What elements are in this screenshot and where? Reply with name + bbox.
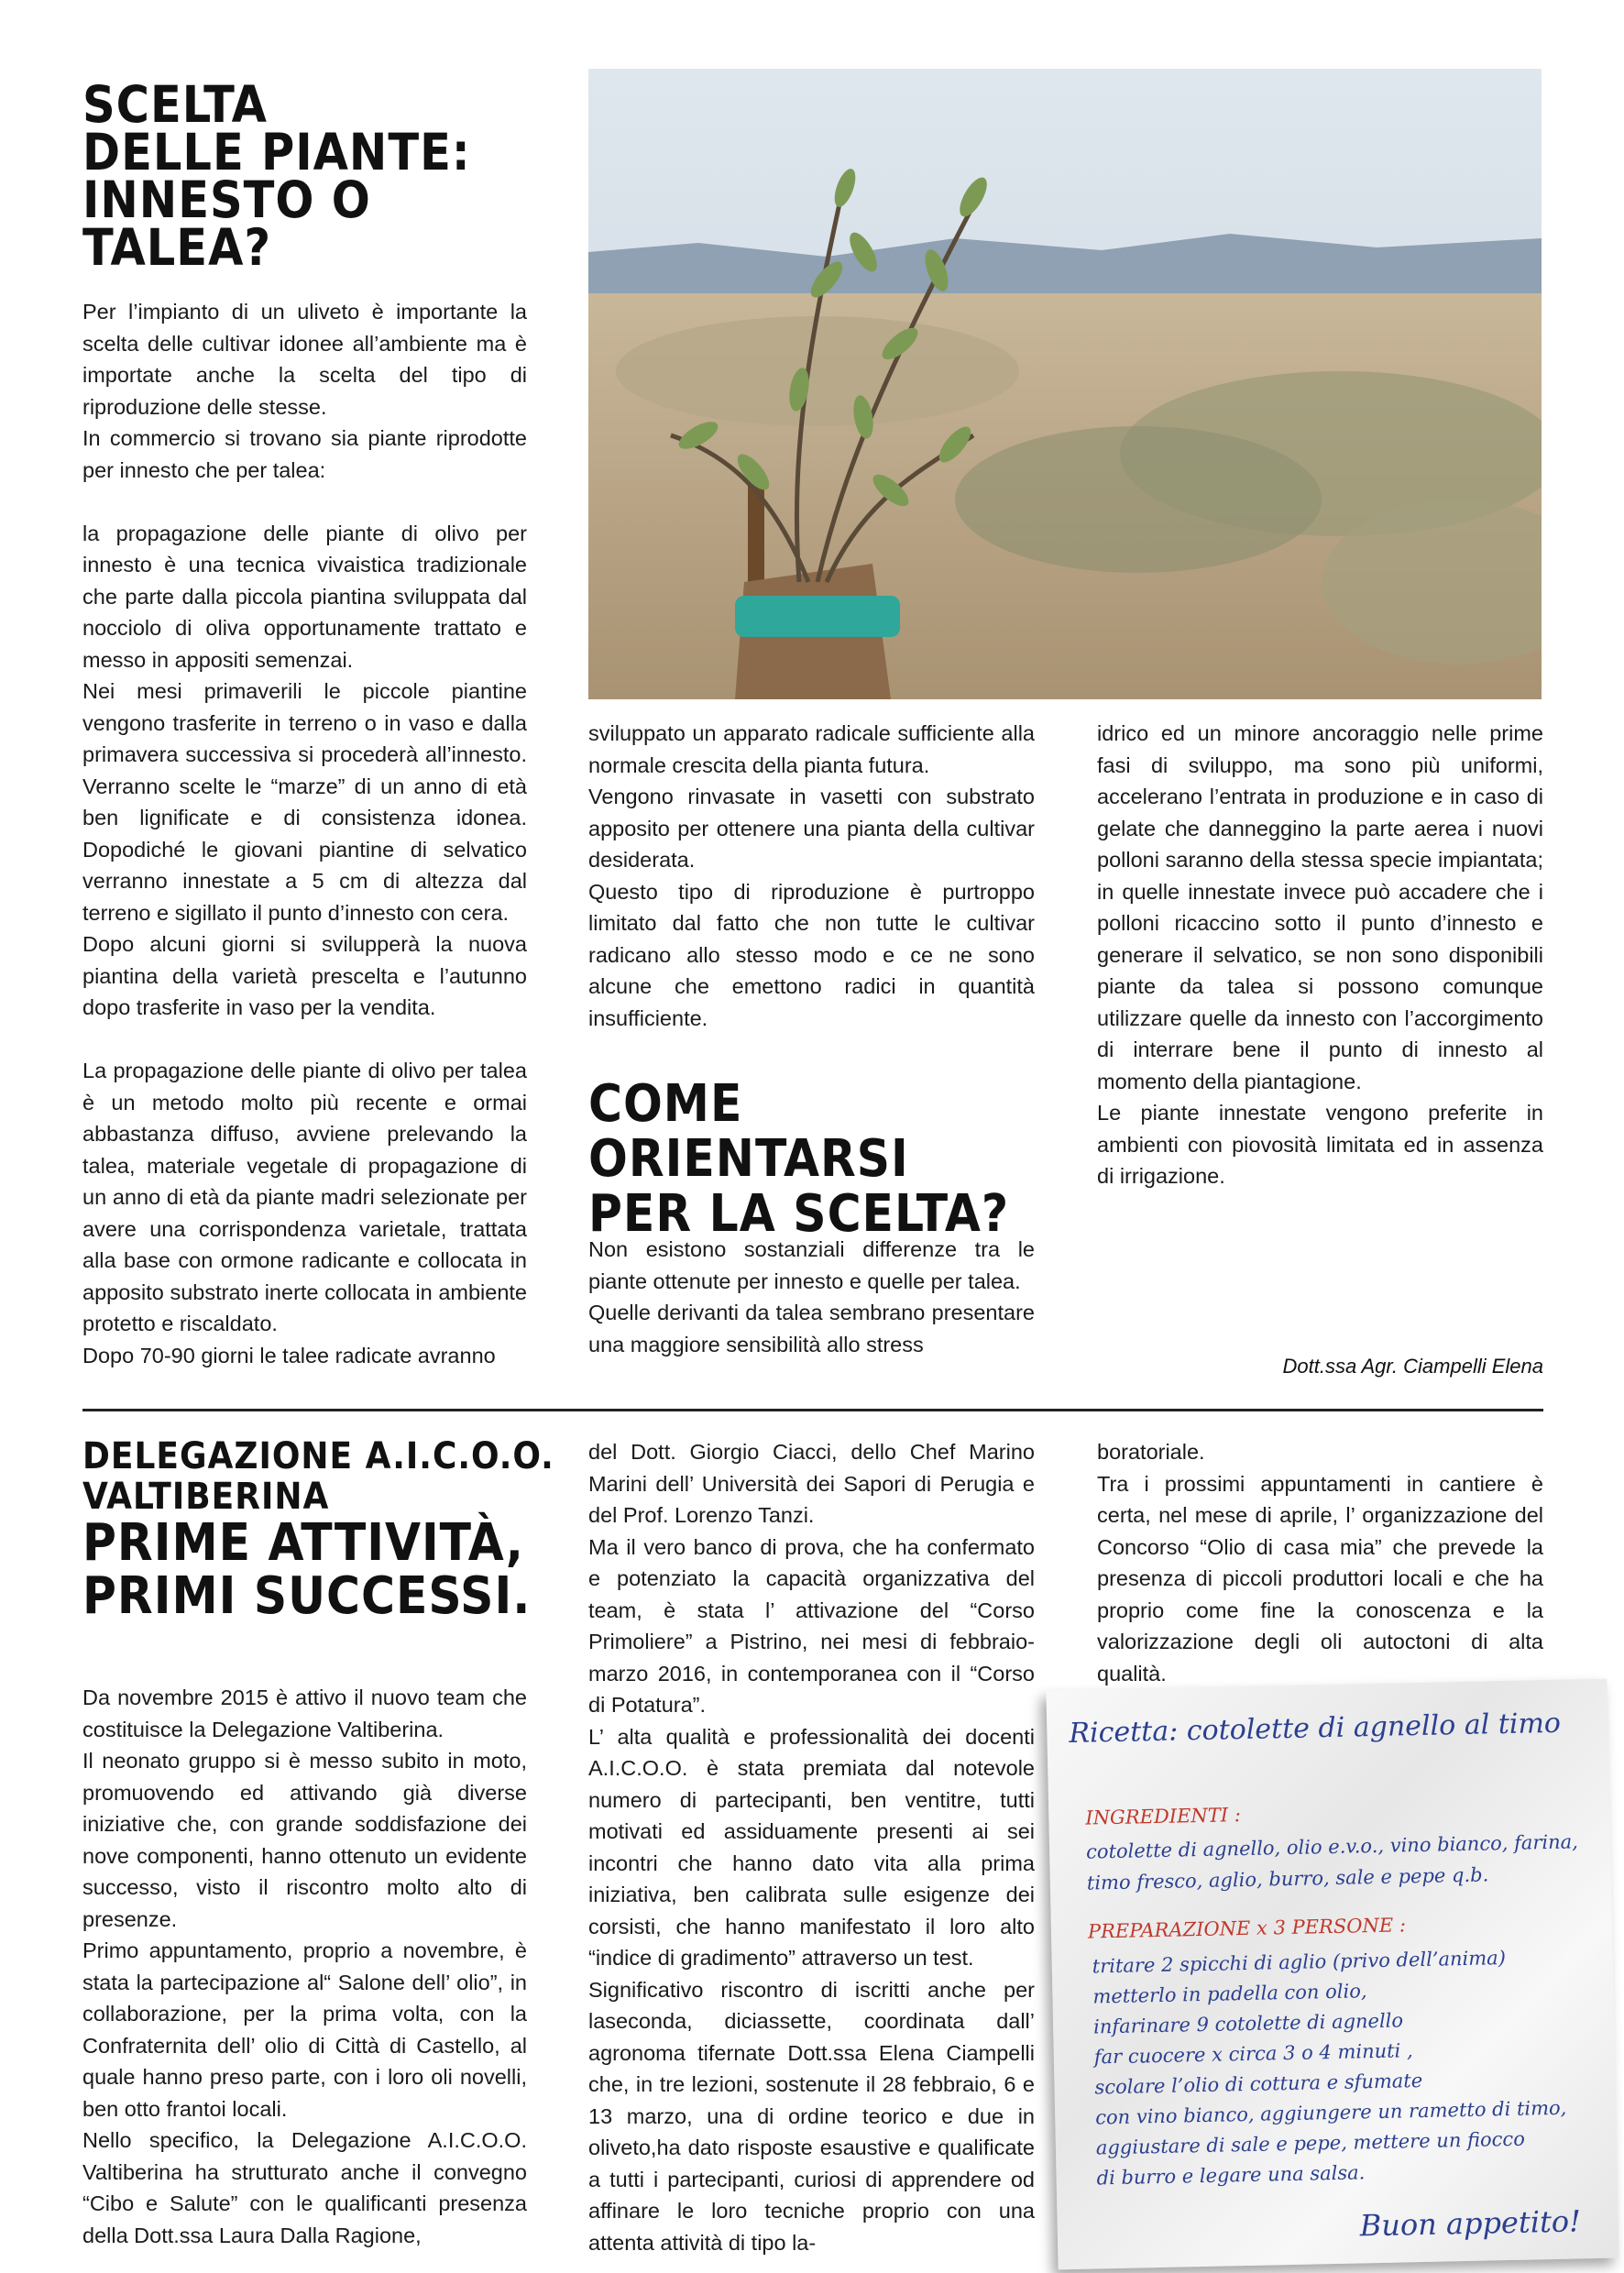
paragraph: Vengono rinvasate in vasetti con substrato apposito per ottenere una pianta della cultivar desiderata.: [588, 785, 1035, 872]
paragraph: la propagazione delle piante di olivo per innesto è una tecnica vivaistica tradizionale che parte dalla piccola piantina sviluppata dal nocciolo di oliva opportunamente trattato e messo in appositi semenzai.: [82, 521, 527, 672]
paragraph: Non esistono sostanziali differenze tra le piante ottenute per innesto e quelle per talea.: [588, 1237, 1035, 1293]
article2-column-3: [1097, 1436, 1543, 1689]
author-credit: Dott.ssa Agr. Ciampelli Elena: [1282, 1355, 1543, 1378]
paragraph: Il neonato gruppo si è messo subito in moto, promuovendo ed attivando già diverse iniziative che, con grande soddisfazione dei nove componenti, hanno ottenuto un evidente successo, visto il riscontro molto alto di presenze.: [82, 1749, 527, 1931]
preparation-label: PREPARAZIONE x 3 PERSONE :: [1087, 1914, 1407, 1943]
paragraph: Dopo 70-90 giorni le talee radicate avranno: [82, 1343, 496, 1367]
paragraph: La propagazione delle piante di olivo per talea è un metodo molto più recente e ormai abbastanza diffuso, avviene prelevando la talea, materiale vegetale di propagazione di un anno di età da piante madri selezionate per avere una corrispondenza varietale, trattata alla base con ormone radicante e collocata in apposito substrato inerte collocata in ambiente protetto e riscaldato.: [82, 1059, 527, 1335]
ingredients-label: INGREDIENTI :: [1085, 1804, 1242, 1829]
paragraph: Questo tipo di riproduzione è purtroppo limitato dal fatto che non tutte le cultivar radicano allo stesso modo e ce ne sono alcune che emettono radici in quantità insufficiente.: [588, 879, 1035, 1030]
article1-column-3: [1097, 718, 1543, 1192]
article2-column-1: [82, 1682, 527, 2251]
paragraph: Primo appuntamento, proprio a novembre, è stata la partecipazione al“ Salone dell’ olio”, in collaborazione, per la prima volta, con la Confraternita dell’ olio di Città di Castello, al quale hanno preso parte, con i loro oli novelli, ben otto frantoi locali.: [82, 1938, 527, 2121]
preparation-steps: [1092, 1941, 1609, 2194]
paragraph: Tra i prossimi appuntamenti in cantiere è certa, nel mese di aprile, l’ organizzazione del Concorso “Olio di casa mia” che prevede la presenza di piccoli produttori locali e che ha proprio come fine la conoscenza e la valorizzazione degli oli autoctoni di alta qualità.: [1097, 1471, 1543, 1686]
paragraph: Significativo riscontro di iscritti anche per laseconda, diciassette, coordinata dall’ agronoma tifernate Dott.ssa Elena Ciampelli che, in tre lezioni, sostenute il 28 febbraio, 6 e 13 marzo, una di ordine teorico e due in oliveto,ha dato risposte esaustive e qualificate a tutti i partecipanti, curiosi di apprendere od affinare le loro tecniche proprio con una attenta attività di tipo la-: [588, 1977, 1035, 2255]
paragraph: Nello specifico, la Delegazione A.I.C.O.O. Valtiberina ha strutturato anche il convegno “Cibo e Salute” con le qualificanti presenza della Dott.ssa Laura Dalla Ragione,: [82, 2128, 527, 2247]
subheading-line: COME ORIENTARSI: [588, 1074, 909, 1189]
paragraph: sviluppato un apparato radicale sufficiente alla normale crescita della pianta futura.: [588, 721, 1035, 777]
ingredients-line: cotolette di agnello, olio e.v.o., vino bianco, farina,: [1085, 1830, 1579, 1863]
prep-line: aggiustare di sale e pepe, mettere un fiocco: [1095, 2127, 1526, 2159]
recipe-closing: Buon appetito!: [1359, 2203, 1582, 2244]
prep-line: scolare l’olio di cottura e sfumate: [1094, 2069, 1423, 2099]
prep-line: di burro e legare una salsa.: [1096, 2161, 1366, 2190]
paragraph: Ma il vero banco di prova, che ha confermato e potenziato la capacità organizzativa del team, è stata l’ attivazione del “Corso Primoliere” a Pistrino, nei mesi di febbraio-marzo 2016, in contemporanea con il “Corso di Potatura”.: [588, 1534, 1035, 1717]
title-line: INNESTO O TALEA?: [82, 170, 371, 277]
subheading: [588, 1074, 1047, 1244]
article1-title: [82, 75, 541, 277]
paragraph: Per l’impianto di un uliveto è importante la scelta delle cultivar idonee all’ambiente ma è importate anche la scelta del tipo di riproduzione delle stesse.: [82, 300, 527, 419]
article2-header: [82, 1435, 559, 1626]
paragraph: del Dott. Giorgio Ciacci, dello Chef Marino Marini dell’ Università dei Sapori di Perugia e del Prof. Lorenzo Tanzi.: [588, 1440, 1035, 1527]
divider: [82, 1409, 1543, 1411]
paragraph: In commercio si trovano sia piante riprodotte per innesto che per talea:: [82, 426, 527, 482]
subheading-line: PER LA SCELTA?: [588, 1184, 1010, 1244]
recipe-title: Ricetta: cotolette di agnello al timo: [1069, 1707, 1562, 1750]
prep-line: far cuocere x circa 3 o 4 minuti ,: [1093, 2039, 1413, 2069]
olive-sapling-photo: [588, 69, 1542, 699]
paragraph: Quelle derivanti da talea sembrano presentare una maggiore sensibilità allo stress: [588, 1301, 1035, 1356]
prep-line: tritare 2 spicchi di aglio (privo dell’anima): [1092, 1947, 1507, 1978]
title-line: DELLE PIANTE:: [82, 123, 471, 181]
recipe-card: [1046, 1679, 1619, 2270]
ingredients-line: timo fresco, aglio, burro, sale e pepe q.b.: [1086, 1863, 1489, 1894]
prep-line: con vino bianco, aggiungere un rametto di timo,: [1094, 2096, 1567, 2129]
kicker-line: DELEGAZIONE A.I.C.O.O.: [82, 1435, 554, 1477]
article1-column-2b: [588, 1234, 1035, 1360]
paragraph: boratoriale.: [1097, 1440, 1205, 1464]
ingredients-list: [1086, 1826, 1600, 1899]
article1-column-2: [588, 718, 1035, 1034]
paragraph: Nei mesi primaverili le piccole piantine vengono trasferite in terreno o in vaso e dalla primavera successiva si procederà all’innesto. Verranno scelte le “marze” di un anno di età ben lignificate e di consistenza idonea. Dopodiché le giovani piantine di selvatico verranno innestate a 5 cm di altezza dal terreno e sigillato il punto d’innesto con cera.: [82, 679, 527, 925]
title-line: SCELTA: [82, 75, 268, 134]
paragraph: Dopo alcuni giorni si svilupperà la nuova piantina della varietà prescelta e l’autunno dopo trasferite in vaso per la vendita.: [82, 932, 527, 1019]
prep-line: infarinare 9 cotolette di agnello: [1092, 2009, 1404, 2038]
paragraph: L’ alta qualità e professionalità dei docenti A.I.C.O.O. è stata premiata dal notevole numero di partecipanti, ben ventitre, tutti motivati ed assiduamente presenti ai sei incontri che hanno dato vita alla prima iniziativa, ben calibrata sulle esigenze dei corsisti, che hanno manifestato il loro alto “indice di gradimento” attraverso un test.: [588, 1724, 1035, 1970]
paragraph: idrico ed un minore ancoraggio nelle prime fasi di sviluppo, ma sono più uniformi, accelerano l’entrata in produzione e in caso di gelate che danneggino la parte aerea i nuovi polloni saranno della stessa specie impiantata; in quelle innestate invece può accadere che i polloni ricaccino sotto il punto d’innesto e generare il selvatico, se non sono disponibili piante da talea si possono comunque utilizzare quelle da innesto con l’accorgimento di interrare bene il punto di innesto al momento della piantagione.: [1097, 721, 1543, 1093]
paragraph: Da novembre 2015 è attivo il nuovo team che costituisce la Delegazione Valtiberina.: [82, 1686, 527, 1741]
title-line: PRIMI SUCCESSI.: [82, 1566, 532, 1626]
paragraph: Le piante innestate vengono preferite in ambienti con piovosità limitata ed in assenza di irrigazione.: [1097, 1101, 1543, 1188]
article2-column-2: [588, 1436, 1035, 2258]
prep-line: metterlo in padella con olio,: [1092, 1980, 1367, 2008]
kicker-line: VALTIBERINA: [82, 1476, 330, 1518]
article1-column-1: [82, 296, 527, 1371]
title-line: PRIME ATTIVITÀ,: [82, 1513, 524, 1573]
